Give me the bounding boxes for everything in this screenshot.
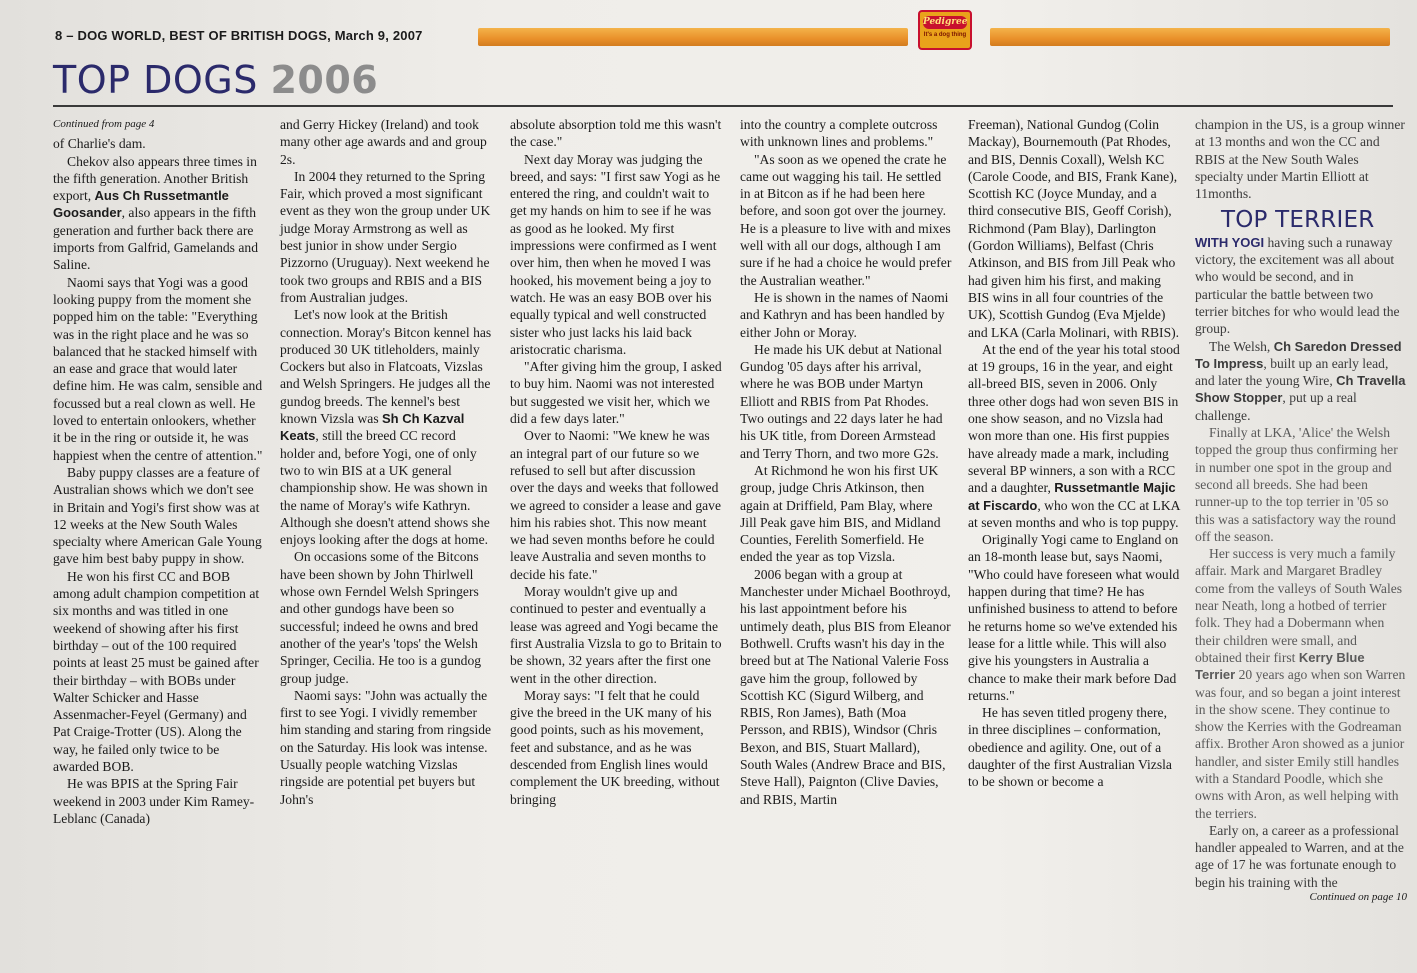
paragraph: Finally at LKA, 'Alice' the Welsh topped the group thus confirming her in number one spot in the group and second all breeds. She had been runner-up to the top terrier in '05 so this was a satisfactory way the round off the season. (1195, 425, 1398, 544)
paragraph: Her success is very much a family affair. Mark and Margaret Bradley come from the valleys of South Wales near Neath, long a hotbed of terrier folk. They had a Dobermann when their children were small, and obtained their first Kerry Blue Terrier 20 years ago when son Warren was four, and so began a joint interest in the show scene. They continue to show the Kerries with the Godreaman affix. Brother Aron showed as a junior handler, and sister Emily still handles with a Standard Poodle, which she owns with Aron, as well helping with the terriers. (1195, 546, 1406, 821)
paragraph: He is shown in the names of Naomi and Kathryn and has been handled by either John or Moray. (740, 289, 949, 340)
paragraph: Moray says: "I felt that he could give the breed in the UK many of his good points, such as his movement, feet and substance, and as he was descended from English lines would complement the UK breeding, without bringing (510, 687, 720, 807)
paragraph: and Gerry Hickey (Ireland) and took many other age awards and and group 2s. (280, 117, 487, 167)
paragraph: Naomi says: "John was actually the first to see Yogi. I vividly remember him standing and staring from ringside on the Saturday. His look was intense. Usually people watching Vizslas ringside are potential pet buyers but John's (280, 687, 492, 807)
paragraph: He has seven titled progeny there, in three disciplines – conformation, obedience and agility. One, out of a daughter of the first Australian Vizsla to be shown or become a (968, 705, 1172, 790)
breed-name: Kerry Blue Terrier (1195, 649, 1365, 683)
logo-name: Pedigree (923, 17, 968, 27)
article-column-2 (280, 116, 492, 808)
paragraph: He was BPIS at the Spring Fair weekend in 2003 under Kim Ramey-Leblanc (Canada) (53, 776, 255, 826)
dog-name: Aus Ch Russetmantle Goosander (53, 188, 229, 221)
page-title (53, 58, 378, 102)
article-column-4 (740, 116, 952, 808)
paragraph: He made his UK debut at National Gundog '05 days after his arrival, where he was BOB under Martyn Elliott and RBIS from Pat Rhodes. Two outings and 22 days later he had his UK title, from Doreen Armstead and Terry Thorn, and two more G2s. (740, 341, 943, 461)
header-bar-right (990, 28, 1390, 46)
running-head: 8 – DOG WORLD, BEST OF BRITISH DOGS, March 9, 2007 (55, 28, 423, 43)
continued-on: Continued on page 10 (1309, 891, 1407, 904)
header-bar-left (478, 28, 908, 46)
paragraph: At the end of the year his total stood at 19 groups, 16 in the year, and eight all-breed BIS, seven in 2006. Only three other dogs had won seven BIS in one show season, and no Vizsla had won more than one. His first puppies have already made a mark, including several BP winners, a son with a RCC and a daughter, Russetmantle Majic at Fiscardo, who won the CC at LKA at seven months and who is top puppy. (968, 341, 1180, 530)
article-column-1 (53, 116, 265, 827)
paragraph: Baby puppy classes are a feature of Australian shows which we don't see in Britain and Yogi's first show was at 12 weeks at the New South Wales specialty where American Gale Young gave him best baby puppy in show. (53, 464, 262, 567)
paragraph: Originally Yogi came to England on an 18-month lease but, says Naomi, "Who could have foreseen what would happen during that time? He has unfinished business to attend to before he returns home so we've extended his lease for a little while. This will also give his youngsters in Australia a chance to make their mark before Dad returns." (968, 532, 1180, 703)
paragraph: In 2004 they returned to the Spring Fair, which proved a most significant event as they won the group under UK judge Moray Armstrong as well as best junior in show under Sergio Pizzorno (Uruguay). Next weekend he took two groups and RBIS and a BIS from Australian judges. (280, 168, 491, 305)
paragraph: Chekov also appears three times in the fifth generation. Another British export, Aus Ch Russetmantle Goosander, also appears in the fifth generation and further back there are imports from Galfrid, Gamelands and Saline. (53, 153, 258, 273)
paragraph: 2006 began with a group at Manchester under Michael Boothroyd, his last appointment before his untimely death, plus BIS from Eleanor Bothwell. Crufts wasn't his day in the breed but at The National Valerie Foss gave him the group, followed by Scottish KC (Sigurd Wilberg, and RBIS, Ron James), Bath (Moa Persson, and RBIS), Windsor (Chris Bexon, and BIS, Stuart Mallard), South Wales (Andrew Brace and BIS, Steve Hall), Paignton (Clive Davies, and RBIS, Martin (740, 566, 951, 807)
title-year: 2006 (270, 58, 379, 102)
dog-name: Ch Saredon Dressed To Impress (1195, 338, 1402, 371)
title-main: TOP DOGS (53, 58, 258, 102)
dog-name: Russetmantle Majic at Fiscardo (968, 480, 1176, 513)
article-column-5 (968, 116, 1180, 791)
paragraph: Next day Moray was judging the breed, and says: "I first saw Yogi as he entered the ring, and couldn't wait to get my hands on him to see if he was as good as he looked. My first impressions were confirmed as I went over him, then when he moved I was hooked, his movement being a joy to watch. He was an easy BOB over his equally typical and well constructed sister who just lacks his laid back aristocratic charisma. (510, 151, 721, 357)
title-rule (53, 105, 1393, 107)
paragraph: "As soon as we opened the crate he came out wagging his tail. He settled in at Bitcon as if he had been here before, and soon got over the journey. He is a pleasure to live with and mixes well with all our dogs, although I am sure if he had a choice he would prefer the Australian weather." (740, 151, 952, 288)
paragraph: Naomi says that Yogi was a good looking puppy from the moment she popped him on the table: "Everything was in the right place and he was so balanced that he stacked himself with an ease and grace that would later define him. He was calm, sensible and focussed but a real clown as well. He loved to entertain onlookers, whether it be in the ring or outside it, he was happiest when the centre of attention." (53, 274, 263, 463)
paragraph: On occasions some of the Bitcons have been shown by John Thirlwell whose own Ferndel Welsh Springers and other gundogs have been so successful; indeed he owns and bred another of the year's 'tops' the Welsh Springer, Cecilia. He too is a gundog group judge. (280, 549, 482, 686)
paragraph: The Welsh, Ch Saredon Dressed To Impress, built up an early lead, and later the young Wire, Ch Travella Show Stopper, put up a real challenge. (1195, 338, 1406, 423)
paragraph: of Charlie's dam. (53, 136, 146, 152)
paragraph: Over to Naomi: "We knew he was an integral part of our future so we refused to sell but after discussion over the days and weeks that followed we agreed to consider a lease and gave him his rabies shot. This now meant we had seven months before he could leave Australia and seven months to decide his fate." (510, 428, 721, 582)
article-column-6 (1195, 116, 1407, 906)
logo-tagline: It's a dog thing (923, 32, 967, 38)
paragraph: Freeman), National Gundog (Colin Mackay), Bournemouth (Pat Rhodes, and BIS, Dennis Coxall), Welsh KC (Carole Coode, and BIS, Frank Kane), Scottish KC (Joyce Munday, and a third consecutive BIS, Geoff Corish), Richmond (Pam Blay), Darlington (Gordon Williams), Belfast (Chris Atkinson, and BIS from Jill Peak who had given him his first, and making BIS wins in all four countries of the UK), Scottish Gundog (Eva Mjelde) and LKA (Carla Molinari, with RBIS). (968, 117, 1180, 340)
kicker: WITH YOGI (1195, 234, 1265, 250)
paragraph: At Richmond he won his first UK group, judge Chris Atkinson, then again at Driffield, Pam Blay, where Jill Peak gave him BIS, and Midland Counties, Ferelith Somerfield. He ended the year as top Vizsla. (740, 462, 941, 565)
paragraph: absolute absorption told me this wasn't the case." (510, 117, 722, 150)
dog-name: Sh Ch Kazval Keats (280, 411, 465, 444)
subhead: TOP TERRIER (1221, 207, 1375, 234)
paragraph: Moray wouldn't give up and continued to pester and eventually a lease was agreed and Yogi became the first Australia Vizsla to go to Britain to be shown, 32 years after the first one went in the other direction. (510, 584, 722, 686)
paragraph: WITH YOGI having such a runaway victory, the excitement was all about who would be second, and in particular the battle between two terrier bitches for who would lead the group. (1195, 234, 1400, 337)
paragraph: into the country a complete outcross with unknown lines and problems." (740, 117, 938, 150)
article-column-3 (510, 116, 722, 808)
dog-name: Ch Travella Show Stopper (1195, 373, 1406, 406)
paragraph: "After giving him the group, I asked to buy him. Naomi was not interested but suggested we visit her, which we did a few days later." (510, 359, 722, 427)
pedigree-logo (918, 10, 972, 50)
paragraph: Let's now look at the British connection. Moray's Bitcon kennel has produced 30 UK titleholders, mainly Cockers but also in Flatcoats, Vizslas and Welsh Springers. He judges all the gundog breeds. The kennel's best known Vizsla was Sh Ch Kazval Keats, still the breed CC record holder and, before Yogi, one of only two to win BIS at a UK general championship show. He was shown in the name of Moray's wife Kathryn. Although she doesn't attend shows she enjoys looking after the dogs at home. (280, 307, 492, 548)
paragraph: champion in the US, is a group winner at 13 months and won the CC and RBIS at the New South Wales specialty under Martin Elliott at 11months. (1195, 117, 1405, 202)
paragraph: Early on, a career as a professional handler appealed to Warren, and at the age of 17 he was fortunate enough to begin his training with the (1195, 822, 1404, 890)
continued-from: Continued from page 4 (53, 118, 155, 130)
paragraph: He won his first CC and BOB among adult champion competition at six months and was titled in one weekend of showing after his first birthday – out of the 100 required points at least 25 must be gained after their birthday – with BOBs under Walter Schicker and Hasse Assenmacher-Feyel (Germany) and Pat Craige-Trotter (US). Along the way, he failed only twice to be awarded BOB. (53, 568, 260, 774)
